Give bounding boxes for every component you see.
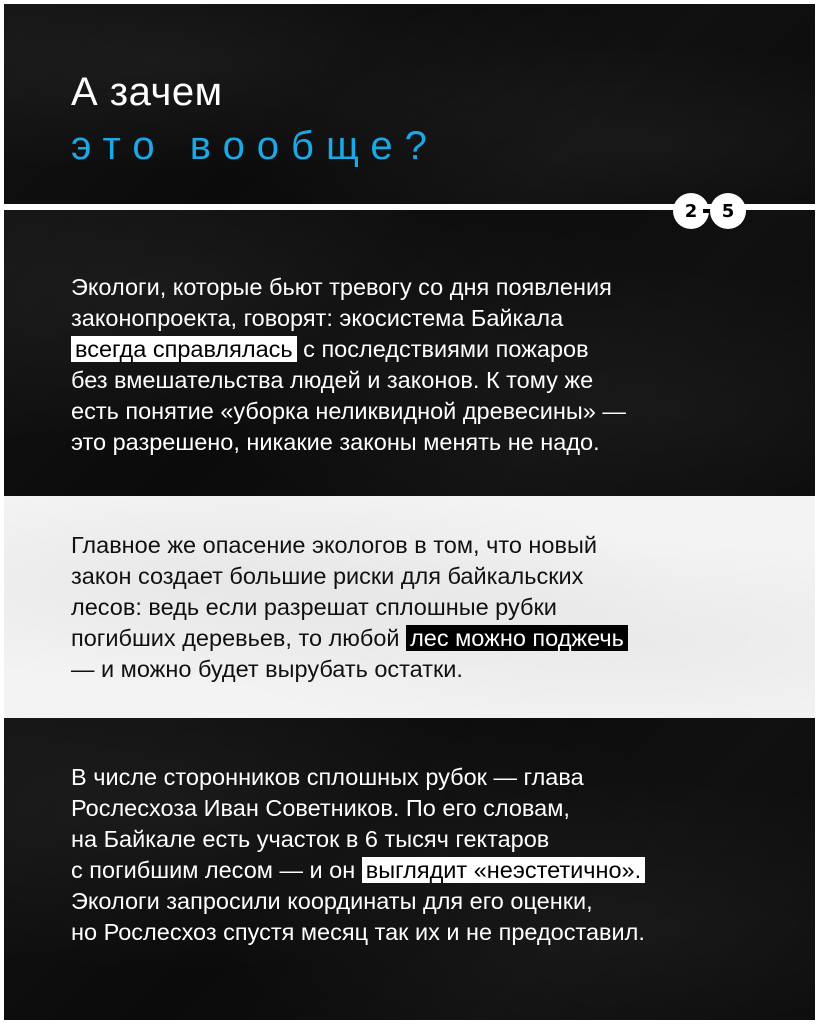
paragraph-line <box>71 623 628 654</box>
paragraph-line: Рослесхоза Иван Советников. По его словам, <box>71 795 570 821</box>
highlight-white: выглядит «неэстетично». <box>362 857 645 883</box>
paragraph-line <box>71 855 645 886</box>
paragraph-line: на Байкале есть участок в 6 тысяч гектаров <box>71 826 550 852</box>
paragraph-line: но Рослесхоз спустя месяц так их и не предоставил. <box>71 919 645 945</box>
paragraph-line: законопроекта, говорят: экосистема Байкала <box>71 305 564 331</box>
paragraph-line: без вмешательства людей и законов. К тому же <box>71 367 594 393</box>
paragraph-text: с погибшим лесом — и он <box>71 857 362 883</box>
paragraph-line: закон создает большие риски для байкальских <box>71 563 584 589</box>
highlight-black: лес можно поджечь <box>406 625 628 651</box>
text-block-3 <box>4 718 815 1020</box>
page-current-badge: 2 <box>673 193 709 229</box>
title-line-2: это вообще? <box>71 124 439 168</box>
paragraph-line: Экологи, которые бьют тревогу со дня появления <box>71 274 612 300</box>
paragraph-line: лесов: ведь если разрешат сплошные рубки <box>71 594 557 620</box>
paragraph-3 <box>71 762 645 948</box>
highlight-white: всегда справлялась <box>71 336 297 362</box>
header-section <box>4 4 815 204</box>
text-block-2 <box>4 496 815 718</box>
paragraph-line: Главное же опасение экологов в том, что новый <box>71 532 597 558</box>
page-total-badge: 5 <box>710 193 746 229</box>
paragraph-text: с последствиями пожаров <box>296 336 589 362</box>
paragraph-line: это разрешено, никакие законы менять не надо. <box>71 429 600 455</box>
paragraph-line: В числе сторонников сплошных рубок — глава <box>71 764 584 790</box>
paragraph-line: Экологи запросили координаты для его оценки, <box>71 888 593 914</box>
paragraph-text: погибших деревьев, то любой <box>71 625 407 651</box>
paragraph-2 <box>71 530 628 685</box>
paragraph-line <box>71 334 626 365</box>
paragraph-line: — и можно будет вырубать остатки. <box>71 656 463 682</box>
paragraph-1 <box>71 272 626 458</box>
title-line-1: А зачем <box>71 70 223 114</box>
paragraph-line: есть понятие «уборка неликвидной древесины» — <box>71 398 626 424</box>
text-block-1 <box>4 210 815 496</box>
